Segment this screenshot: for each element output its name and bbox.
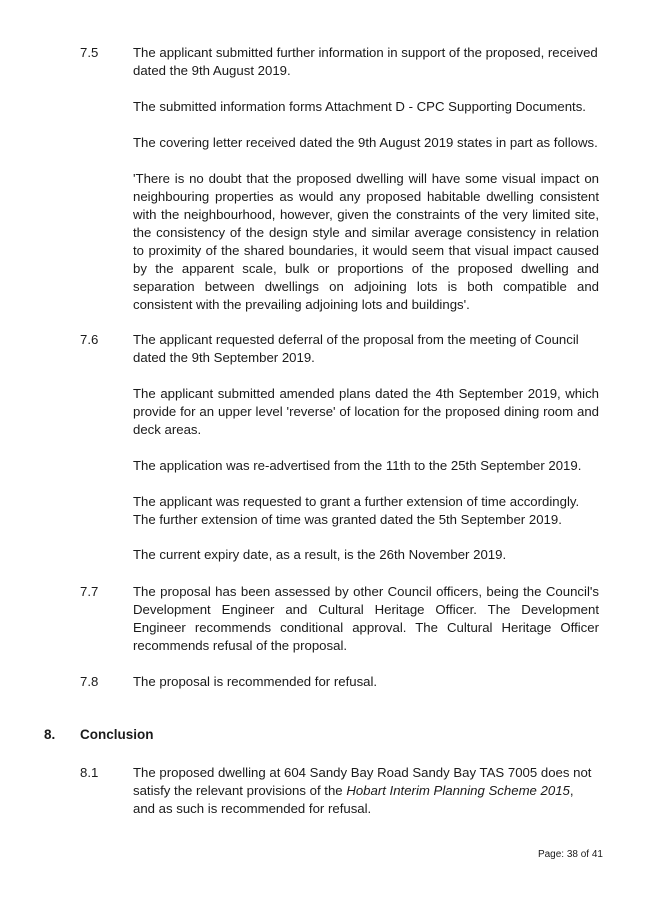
planning-scheme-title: Hobart Interim Planning Scheme 2015 (346, 783, 570, 798)
paragraph-7-8-1: The proposal is recommended for refusal. (133, 674, 378, 689)
paragraph-7-5-2: The submitted information forms Attachment D - CPC Supporting Documents. (133, 99, 586, 114)
item-number-7-6: 7.6 (80, 332, 99, 347)
paragraph-8-1-text: The proposed dwelling at 604 Sandy Bay Road Sandy Bay TAS 7005 does not satisfy the relevant provisions of the (133, 765, 592, 798)
item-number-8-1: 8.1 (80, 765, 99, 780)
paragraph-7-5-quote: 'There is no doubt that the proposed dwelling will have some visual impact on neighbouring properties as would any proposed habitable dwelling consistent with the neighbourhood, however, given the constraints of the very limited site, the consistency of the design style and similar average consistency in relation to proximity of the shared boundaries, it would seem that visual impact caused by the apparent scale, bulk or proportions of the proposed dwelling and separation between dwellings on adjoining lots is both compatible and consistent with the prevailing adjoining lots and buildings'. (133, 171, 599, 312)
paragraph-7-5-1: The applicant submitted further information in support of the proposed, received dated the 9th August 2019. (133, 45, 598, 78)
paragraph-7-6-1: The applicant requested deferral of the proposal from the meeting of Council dated the 9th September 2019. (133, 332, 579, 365)
paragraph-7-7-1: The proposal has been assessed by other Council officers, being the Council's Development Engineer and Cultural Heritage Officer. The Development Engineer recommends conditional approval. The Cultural Heritage Officer recommends refusal of the proposal. (133, 584, 599, 653)
paragraph-7-5-3: The covering letter received dated the 9th August 2019 states in part as follows. (133, 135, 598, 150)
item-number-7-5: 7.5 (80, 45, 99, 60)
section-title-conclusion: Conclusion (80, 727, 154, 742)
paragraph-7-6-2: The applicant submitted amended plans dated the 4th September 2019, which provide for an upper level 'reverse' of location for the proposed dining room and deck areas. (133, 386, 599, 437)
paragraph-8-1-text-end: , and as such is recommended for refusal. (133, 783, 574, 816)
item-number-7-7: 7.7 (80, 584, 99, 599)
page-number: Page: 38 of 41 (537, 849, 603, 860)
paragraph-7-6-5: The current expiry date, as a result, is the 26th November 2019. (133, 547, 507, 562)
item-number-7-8: 7.8 (80, 674, 99, 689)
section-number-8: 8. (44, 727, 56, 742)
paragraph-7-6-3: The application was re-advertised from the 11th to the 25th September 2019. (133, 458, 582, 473)
paragraph-7-6-4: The applicant was requested to grant a further extension of time accordingly. The further extension of time was granted dated the 5th September 2019. (133, 494, 580, 527)
paragraph-8-1 (133, 764, 595, 818)
